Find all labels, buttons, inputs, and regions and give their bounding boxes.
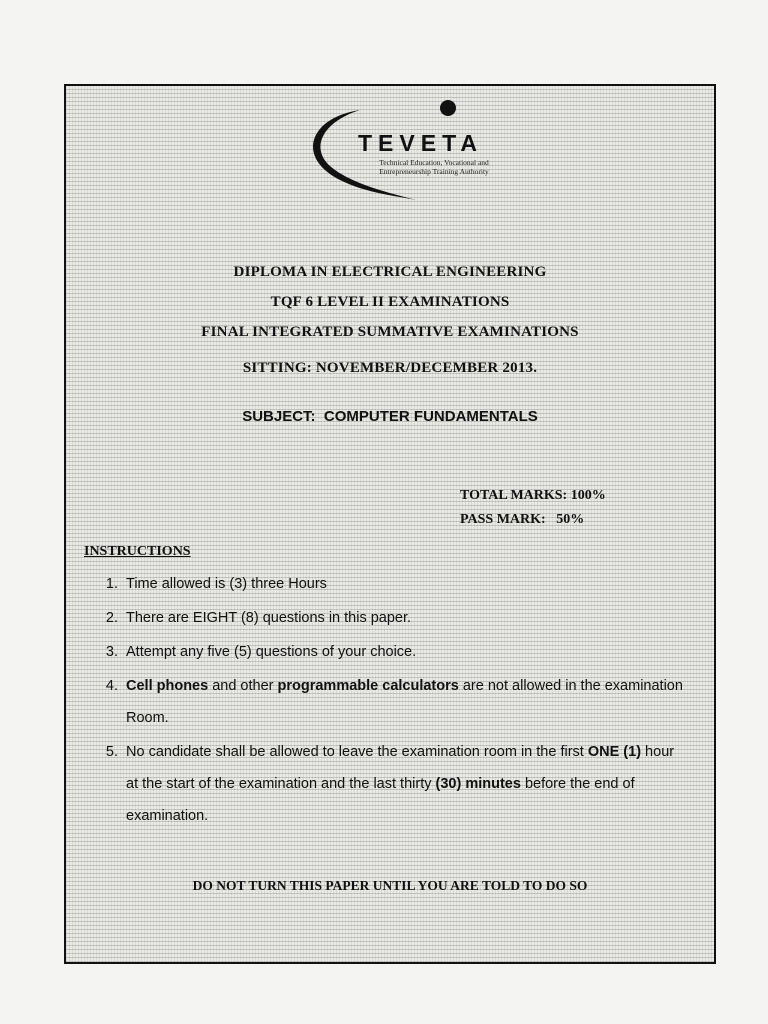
exam-sitting: SITTING: NOVEMBER/DECEMBER 2013.: [242, 360, 538, 376]
instruction-item: [88, 736, 716, 832]
instruction-number: 4.: [105, 678, 118, 694]
instruction-fragment: before the end of: [520, 776, 635, 792]
instruction-fragment: are not allowed in the examination: [458, 678, 683, 694]
instruction-bold: programmable calculators: [277, 678, 459, 694]
teveta-logo: [288, 96, 518, 206]
instruction-continuation: examination.: [126, 808, 209, 824]
instructions-list: [88, 568, 716, 834]
instruction-number: 2.: [105, 610, 118, 626]
instruction-number: 3.: [105, 644, 118, 660]
pass-mark-value: 50%: [556, 512, 585, 527]
diploma-title: DIPLOMA IN ELECTRICAL ENGINEERING: [233, 264, 547, 280]
instruction-continuation: Room.: [126, 710, 169, 726]
instruction-text: [126, 736, 716, 832]
instruction-text: [126, 670, 716, 734]
instruction-bold: (30) minutes: [435, 776, 521, 792]
instruction-fragment: No candidate shall be allowed to leave the examination room in the first: [126, 744, 588, 760]
instruction-bold: ONE (1): [587, 744, 642, 760]
logo-subtitle: [354, 158, 514, 176]
logo-subtitle-line1: Technical Education, Vocational and: [379, 158, 489, 167]
logo-wordmark: TEVETA: [358, 130, 484, 156]
exam-type: FINAL INTEGRATED SUMMATIVE EXAMINATIONS: [201, 324, 579, 340]
instruction-number: 5.: [105, 744, 118, 760]
instruction-item: [88, 636, 716, 668]
pass-mark: [460, 512, 584, 528]
instruction-text: Time allowed is (3) three Hours: [126, 576, 327, 592]
instruction-fragment: and other: [208, 678, 278, 694]
exam-cover-sheet: [64, 84, 716, 964]
subject-line: [66, 408, 714, 425]
instructions-heading: INSTRUCTIONS: [84, 544, 191, 559]
instruction-item: [88, 568, 716, 600]
instruction-bold: Cell phones: [126, 678, 209, 694]
instruction-number: 1.: [105, 576, 118, 592]
instruction-text: Attempt any five (5) questions of your choice.: [126, 644, 417, 660]
instruction-item: [88, 670, 716, 734]
subject-label: SUBJECT:: [242, 408, 316, 425]
instruction-item: [88, 602, 716, 634]
subject-value: COMPUTER FUNDAMENTALS: [323, 408, 538, 425]
instruction-fragment: at the start of the examination and the last thirty: [126, 776, 436, 792]
logo-subtitle-line2: Entrepreneurship Training Authority: [379, 167, 489, 176]
pass-mark-label: PASS MARK:: [460, 512, 546, 527]
exam-level: TQF 6 LEVEL II EXAMINATIONS: [270, 294, 510, 310]
do-not-turn-notice: DO NOT TURN THIS PAPER UNTIL YOU ARE TOLD TO DO SO: [192, 878, 588, 893]
instruction-text: There are EIGHT (8) questions in this paper.: [126, 610, 412, 626]
total-marks: TOTAL MARKS: 100%: [460, 488, 606, 503]
instruction-fragment: hour: [641, 744, 675, 760]
